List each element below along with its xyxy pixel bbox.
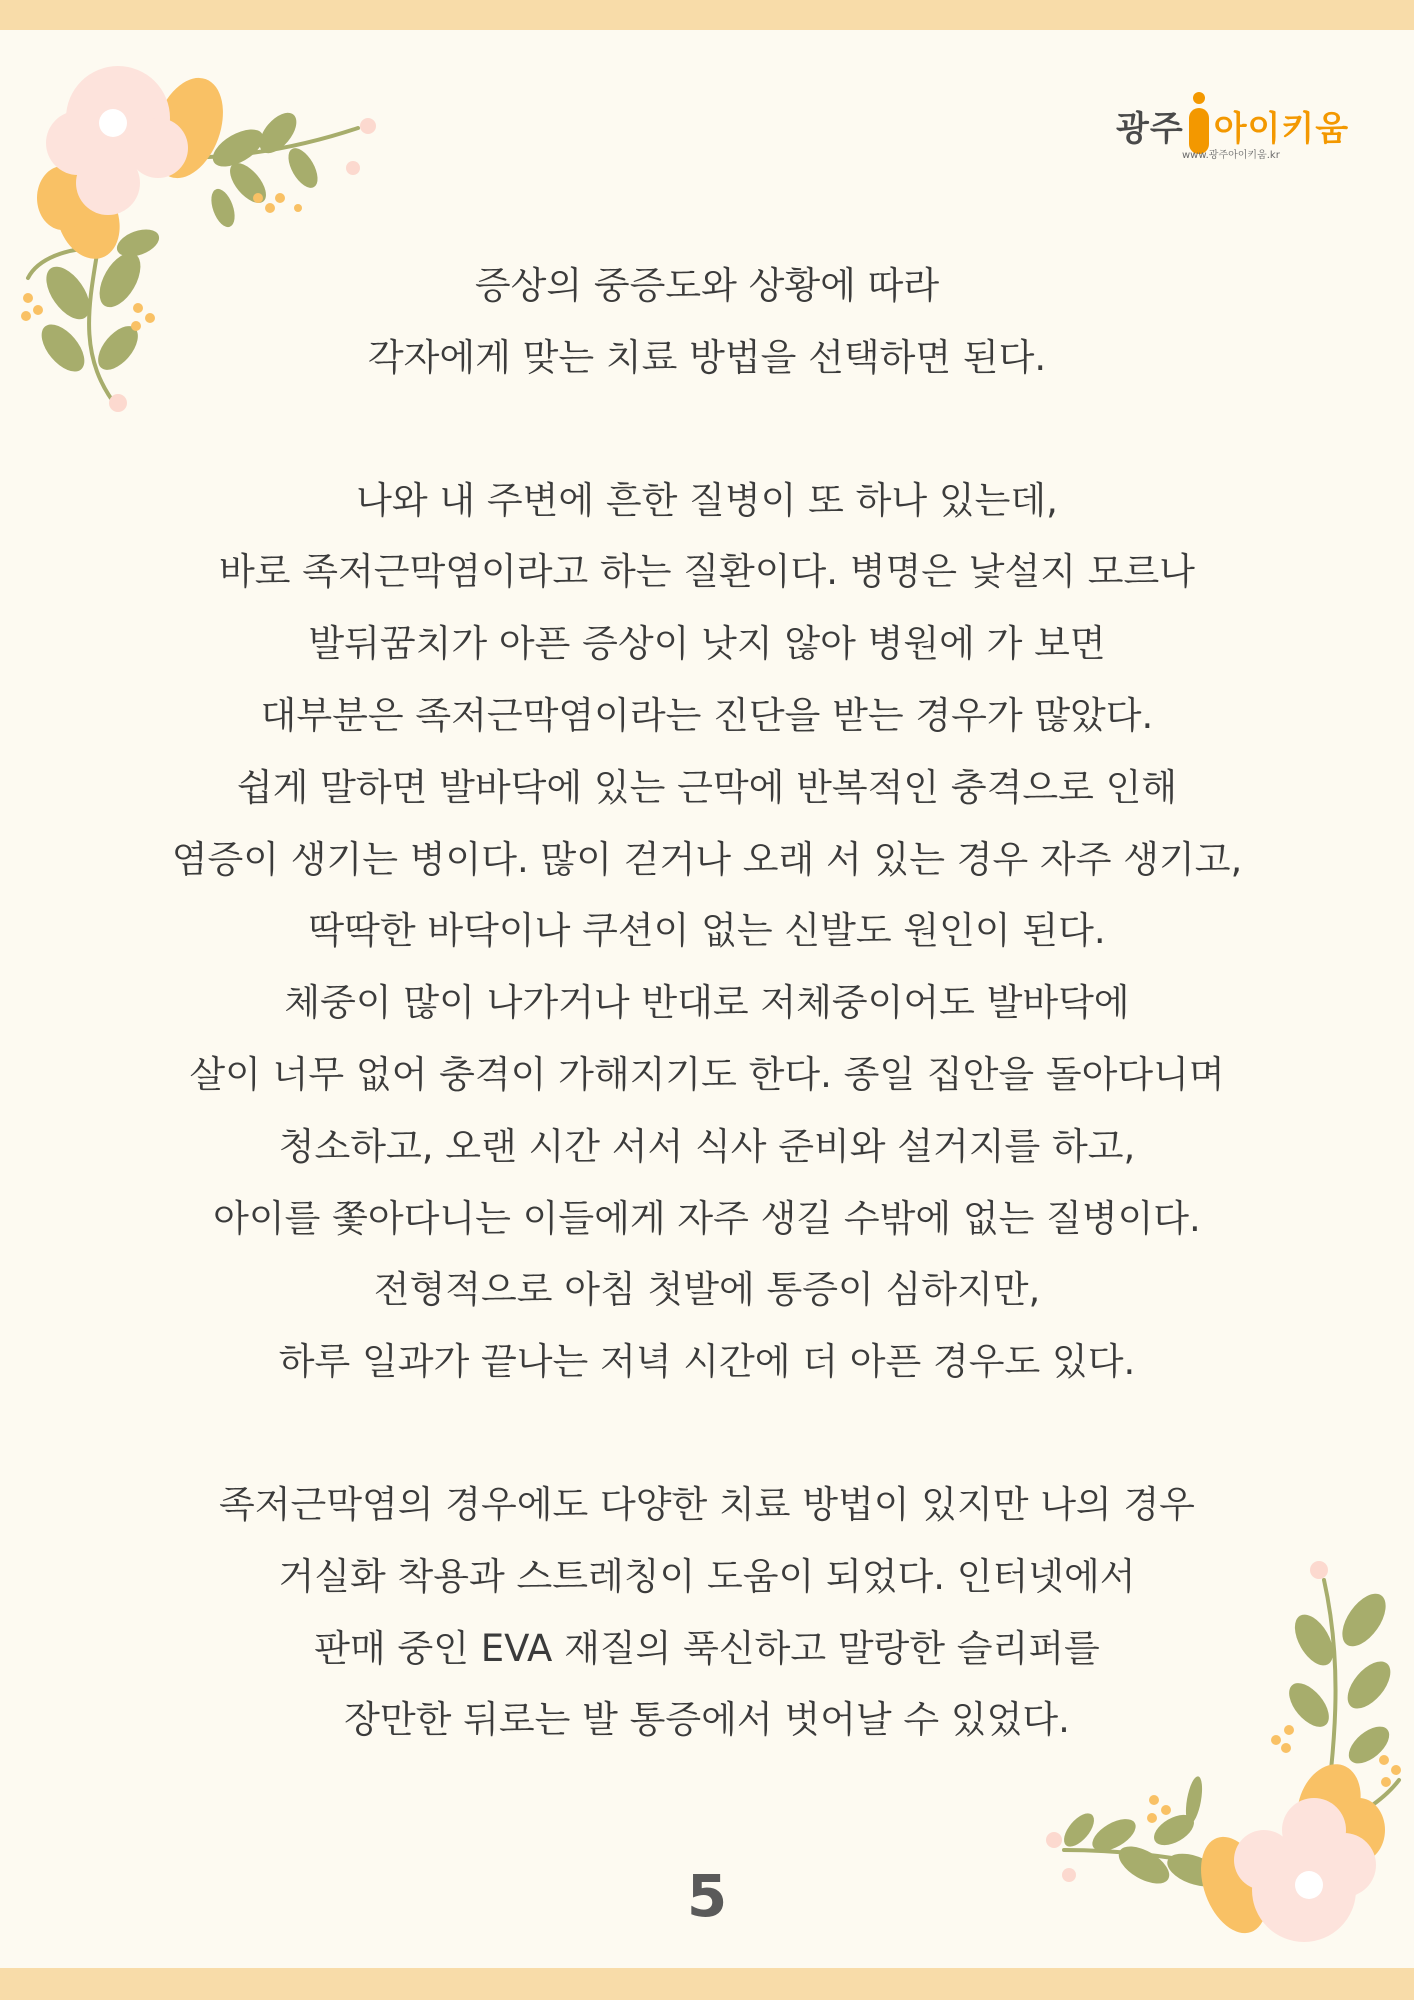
text-line: 장만한 뒤로는 발 통증에서 벗어날 수 있었다. [344, 1698, 1070, 1742]
logo-text-left: 광주 [1116, 109, 1184, 149]
paragraph-2 [0, 465, 1414, 1398]
text-line: 하루 일과가 끝나는 저녁 시간에 더 아픈 경우도 있다. [278, 1340, 1136, 1384]
text-line: 딱딱한 바닥이나 쿠션이 없는 신발도 원인이 된다. [308, 909, 1106, 953]
text-line: 체중이 많이 나가거나 반대로 저체중이어도 발바닥에 [284, 981, 1130, 1025]
text-line: 아이를 쫓아다니는 이들에게 자주 생길 수밖에 없는 질병이다. [213, 1196, 1201, 1240]
text-line: 발뒤꿈치가 아픈 증상이 낫지 않아 병원에 가 보면 [308, 622, 1106, 666]
page-number: 5 [686, 1862, 728, 1930]
text-line: 증상의 중증도와 상황에 따라 [474, 264, 940, 307]
logo [1110, 64, 1360, 164]
paragraph-1 [0, 250, 1414, 394]
text-line: 족저근막염의 경우에도 다양한 치료 방법이 있지만 나의 경우 [219, 1482, 1195, 1526]
text-line: 염증이 생기는 병이다. 많이 걷거나 오래 서 있는 경우 자주 생기고, [171, 837, 1243, 881]
logo-text-right: 아이키움 [1213, 109, 1350, 149]
text-line: 전형적으로 아침 첫발에 통증이 심하지만, [373, 1268, 1041, 1312]
text-line: 대부분은 족저근막염이라는 진단을 받는 경우가 많았다. [260, 693, 1154, 737]
bottom-border-band [0, 1968, 1414, 2000]
text-line: 살이 너무 없어 충격이 가해지기도 한다. 종일 집안을 돌아다니며 [189, 1052, 1225, 1096]
text-line: 각자에게 맞는 치료 방법을 선택하면 된다. [367, 335, 1047, 379]
text-line: 판매 중인 EVA 재질의 푹신하고 말랑한 슬리퍼를 [314, 1626, 1100, 1670]
logo-url: www.광주아이키움.kr [1182, 150, 1280, 161]
text-line: 나와 내 주변에 흔한 질병이 또 하나 있는데, [356, 478, 1058, 522]
top-border-band [0, 0, 1414, 30]
text-line: 쉽게 말하면 발바닥에 있는 근막에 반복적인 충격으로 인해 [236, 765, 1178, 809]
text-line: 거실화 착용과 스트레칭이 도움이 되었다. 인터넷에서 [278, 1554, 1136, 1598]
text-line: 바로 족저근막염이라고 하는 질환이다. 병명은 낯설지 모르나 [219, 550, 1195, 594]
text-line: 청소하고, 오랜 시간 서서 식사 준비와 설거지를 하고, [278, 1124, 1136, 1168]
